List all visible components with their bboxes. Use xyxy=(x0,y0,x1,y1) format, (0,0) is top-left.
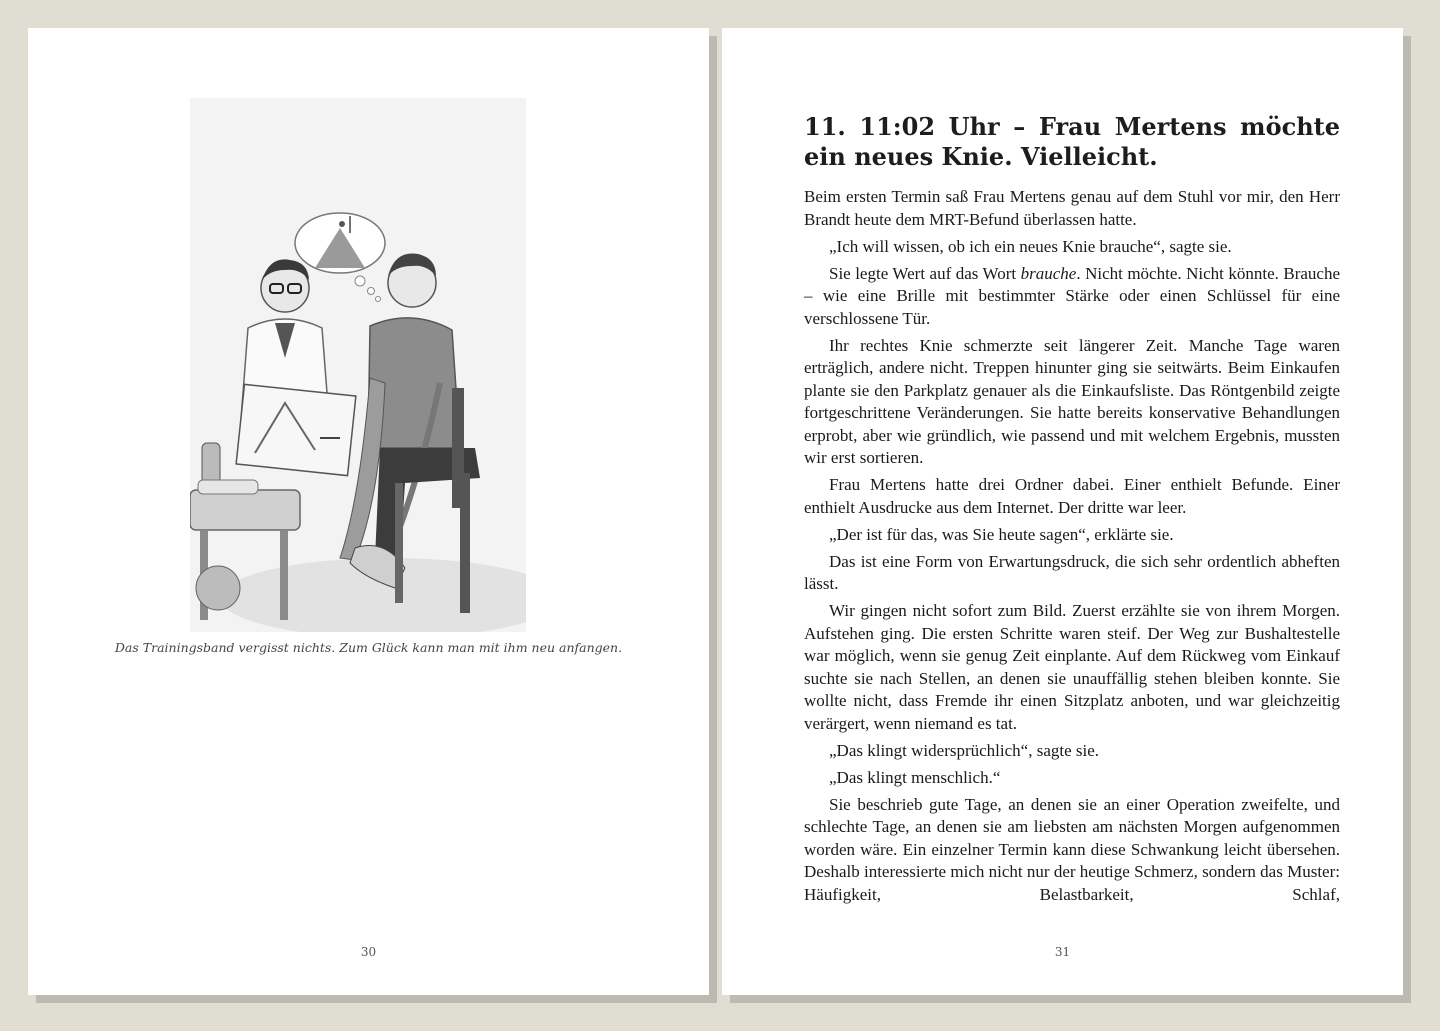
body-text xyxy=(804,186,1340,906)
paragraph: Frau Mertens hatte drei Ordner dabei. Einer enthielt Befunde. Einer enthielt Ausdrucke aus dem Internet. Der dritte war leer. xyxy=(804,475,1340,517)
doctor-physiotherapy-sketch-icon xyxy=(190,98,526,632)
paragraph xyxy=(804,263,1340,331)
paragraph: Wir gingen nicht sofort zum Bild. Zuerst erzählte sie von ihrem Morgen. Aufstehen ging. Die ersten Schritte waren steif. Der Weg zur Bushaltestelle war möglich, wenn sie genug Zeit einplante. Auf dem Rückweg vom Einkauf suchte sie nach Stellen, an denen sie unauffällig stehen bleiben konnte. Sie wollte nicht, dass Fremde ihr einen Sitzplatz anboten, und war gleichzeitig verärgert, wenn niemand es tat. xyxy=(804,601,1340,733)
page-number: 30 xyxy=(360,945,377,959)
paragraph: Sie beschrieb gute Tage, an denen sie an einer Operation zweifelte, und schlechte Tage, an denen sie am liebsten am nächsten Morgen aufgenommen worden wäre. Ein einzelner Termin kann diese Schwankung leicht übersehen. Deshalb interessierte mich nicht nur der heutige Schmerz, sondern das Muster: Häufigkeit, Belastbarkeit, Schlaf, xyxy=(804,794,1340,904)
text-column xyxy=(804,112,1340,911)
paragraph: Ihr rechtes Knie schmerzte seit längerer Zeit. Manche Tage waren erträglich, andere nicht. Treppen hinunter ging sie seitwärts. Beim Einkaufen plante sie den Parkplatz genauer als die Einkaufsliste. Das Röntgenbild zeigte fortgeschrittene Veränderungen. Sie hatte bereits konservative Behandlungen erprobt, aber wie gründlich, wie passend und mit welchem Ergebnis, mussten wir erst sortieren. xyxy=(804,335,1340,467)
right-page xyxy=(722,28,1403,995)
left-page xyxy=(28,28,709,995)
paragraph-text: Sie legte Wert auf das Wort xyxy=(829,263,1021,283)
illustration xyxy=(190,98,526,632)
paragraph: „Das klingt widersprüchlich“, sagte sie. xyxy=(829,740,1100,760)
paragraph: „Ich will wissen, ob ich ein neues Knie brauche“, sagte sie. xyxy=(829,236,1232,256)
paragraph-text: . Nicht möchte. Nicht könnte. Brauche – wie eine Brille mit bestimmter Stärke oder einen Schlüssel für eine verschlossene Tür. xyxy=(804,263,1341,328)
page-number: 31 xyxy=(1054,945,1071,959)
paragraph: „Das klingt menschlich.“ xyxy=(829,767,1001,787)
paragraph: Das ist eine Form von Erwartungsdruck, die sich sehr ordentlich abheften lässt. xyxy=(804,551,1340,593)
image-caption: Das Trainingsband vergisst nichts. Zum Glück kann man mit ihm neu anfangen. xyxy=(114,640,623,655)
chapter-title: 11. 11:02 Uhr – Frau Mertens möchte ein neues Knie. Vielleicht. xyxy=(804,112,1340,171)
paragraph: Beim ersten Termin saß Frau Mertens genau auf dem Stuhl vor mir, den Herr Brandt heute dem MRT-Befund überlassen hatte. xyxy=(804,187,1340,229)
emphasized-word: brauche xyxy=(1020,263,1077,283)
paragraph: „Der ist für das, was Sie heute sagen“, erklärte sie. xyxy=(829,524,1174,544)
